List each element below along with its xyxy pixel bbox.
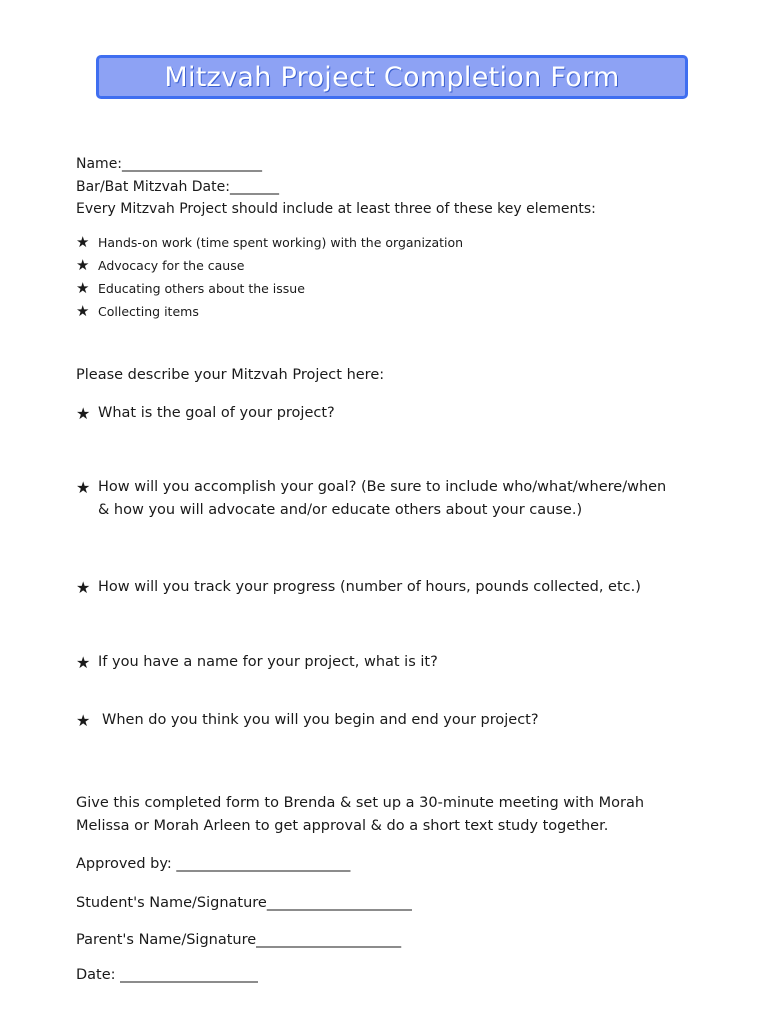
name-field: Name:____________________ xyxy=(76,156,263,172)
star-icon: ★ xyxy=(76,256,90,274)
star-icon: ★ xyxy=(76,404,91,423)
form-title-banner xyxy=(96,55,688,99)
closing-instructions-line1: Give this completed form to Brenda & set up a 30-minute meeting with Morah xyxy=(76,795,645,811)
element-item-hands-on: Hands-on work (time spent working) with the organization xyxy=(98,235,464,250)
closing-instructions-line2: Melissa or Morah Arleen to get approval & do a short text study together. xyxy=(76,818,609,834)
form-title: Mitzvah Project Completion Form xyxy=(164,61,620,93)
question-goal: What is the goal of your project? xyxy=(98,405,335,421)
star-icon: ★ xyxy=(76,302,90,320)
approved-by-field: Approved by: ________________________ xyxy=(76,856,351,872)
key-elements-intro: Every Mitzvah Project should include at least three of these key elements: xyxy=(76,201,596,217)
describe-heading: Please describe your Mitzvah Project here: xyxy=(76,367,385,383)
date-field: Date: ___________________ xyxy=(76,967,258,983)
question-begin-end: When do you think you will you begin and end your project? xyxy=(102,712,539,728)
star-icon: ★ xyxy=(76,653,91,672)
star-icon: ★ xyxy=(76,233,90,251)
question-track-progress: How will you track your progress (number of hours, pounds collected, etc.) xyxy=(98,579,641,595)
question-accomplish: How will you accomplish your goal? (Be sure to include who/what/where/when xyxy=(98,479,667,495)
star-icon: ★ xyxy=(76,711,91,730)
parent-signature-field: Parent's Name/Signature____________________ xyxy=(76,932,402,948)
star-icon: ★ xyxy=(76,578,91,597)
mitzvah-date-field: Bar/Bat Mitzvah Date:_______ xyxy=(76,179,279,195)
element-item-educating: Educating others about the issue xyxy=(98,281,305,296)
element-item-collecting: Collecting items xyxy=(98,304,199,319)
star-icon: ★ xyxy=(76,478,91,497)
question-project-name: If you have a name for your project, what is it? xyxy=(98,654,438,670)
question-accomplish-continued: & how you will advocate and/or educate others about your cause.) xyxy=(98,502,583,518)
student-signature-field: Student's Name/Signature____________________ xyxy=(76,895,412,911)
element-item-advocacy: Advocacy for the cause xyxy=(98,258,245,273)
star-icon: ★ xyxy=(76,279,90,297)
